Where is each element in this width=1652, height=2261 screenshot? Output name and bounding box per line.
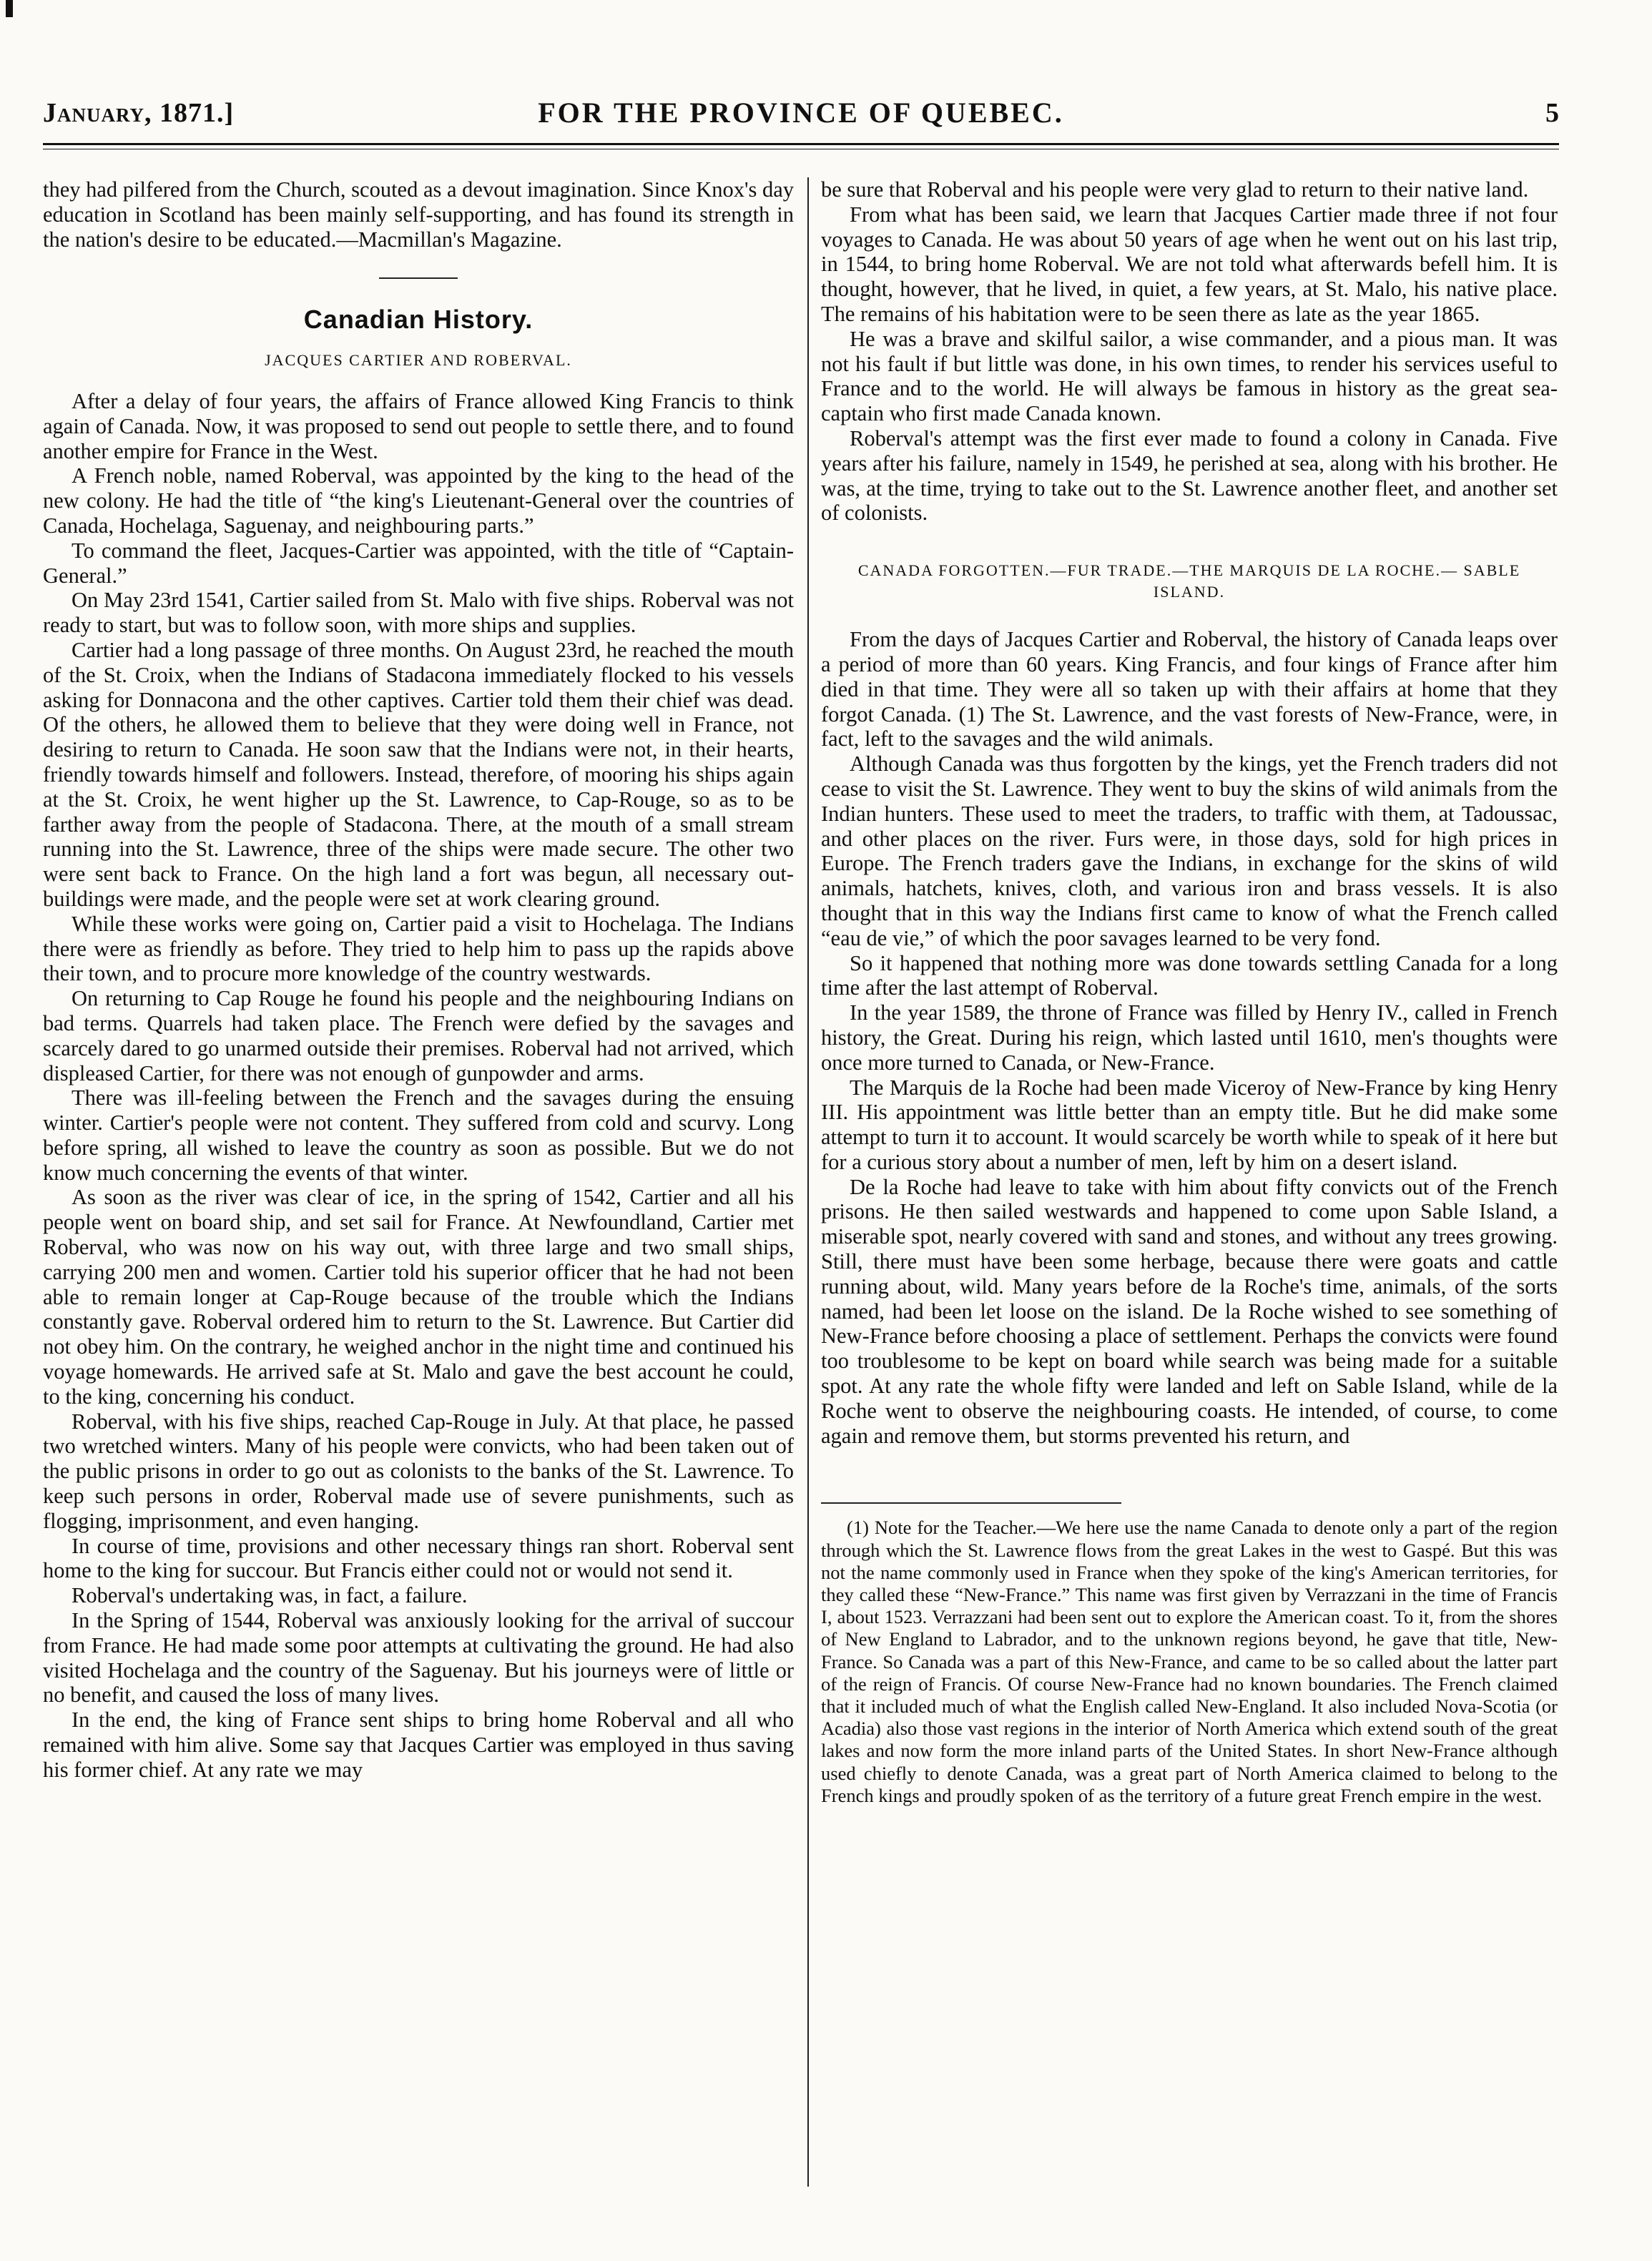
running-head [43, 92, 1559, 134]
paragraph: The Marquis de la Roche had been made Viceroy of New-France by king Henry III. His appointment was little better than an empty title. But he did make some attempt to turn it to account. It would scarcely be worth while to speak of it here but for a curious story about a number of men, left by him on a desert island. [821, 1075, 1558, 1174]
section-title: Canadian History. [303, 305, 534, 335]
section-separator [379, 277, 458, 279]
article-subhead: CANADA FORGOTTEN.—FUR TRADE.—THE MARQUIS DE LA ROCHE.— SABLE ISLAND. [857, 561, 1521, 601]
paragraph: De la Roche had leave to take with him about fifty convicts out of the French prisons. He then sailed westwards and happened to come upon Sable Island, a miserable spot, nearly covered with sand and stones, and without any trees growing. Still, there must have been some herbage, because there were goats and cattle running about, wild. Many years before de la Roche's time, animals, of the sorts named, had been let loose on the island. De la Roche wished to see something of New-France before choosing a place of settlement. Perhaps the convicts were found too troublesome to be kept on board while search was being made for a suitable spot. At any rate the whole fifty were landed and left on Sable Island, while de la Roche went to observe the neighbouring coasts. He intended, of course, to come again and remove them, but storms prevented his return, and [821, 1174, 1558, 1448]
paragraph: Roberval, with his five ships, reached Cap-Rouge in July. At that place, he passed two wretched winters. Many of his people were convicts, who had been taken out of the public prisons in order to go out as colonists to the banks of the St. Lawrence. To keep such persons in order, Roberval made use of severe punishments, such as flogging, imprisonment, and even hanging. [43, 1409, 794, 1533]
paragraph: In course of time, provisions and other necessary things ran short. Roberval sent home to the king for succour. But Francis either could not or would not send it. [43, 1533, 794, 1583]
journal-title: FOR THE PROVINCE OF QUEBEC. [538, 97, 1064, 129]
paragraph: He was a brave and skilful sailor, a wise commander, and a pious man. It was not his fault if but little was done, in his own times, to render his services useful to France and to the world. He will always be famous in history as the great sea-captain who first made Canada known. [821, 326, 1558, 426]
paragraph: So it happened that nothing more was done towards settling Canada for a long time after the last attempt of Roberval. [821, 950, 1558, 1000]
left-column [43, 177, 794, 1783]
paragraph: While these works were going on, Cartier paid a visit to Hochelaga. The Indians there were as friendly as before. They tried to help him to pass up the rapids above their town, and to procure more knowledge of the country westwards. [43, 911, 794, 986]
paragraph: Although Canada was thus forgotten by the kings, yet the French traders did not cease to visit the St. Lawrence. They went to buy the skins of wild animals from the Indian hunters. These used to meet the traders, to traffic with them, at Tadoussac, and other places on the river. Furs were, in those days, sold for high prices in Europe. The French traders gave the Indians, in exchange for the skins of wild animals, hatchets, knives, cloth, and various iron and brass vessels. It is also thought that in this way the Indians first came to know of what the French called “eau de vie,” of which the poor savages learned to be very fond. [821, 752, 1558, 950]
intro-paragraph: they had pilfered from the Church, scouted as a devout imagination. Since Knox's day education in Scotland has been mainly self-supporting, and has found its strength in the nation's desire to be educated.—Macmillan's Magazine. [43, 177, 794, 252]
footnote-rule [821, 1502, 1121, 1504]
paragraph: In the year 1589, the throne of France was filled by Henry IV., called in French history, the Great. During his reign, which lasted until 1610, men's thoughts were once more turned to Canada, or New-France. [821, 1000, 1558, 1075]
paragraph: From the days of Jacques Cartier and Roberval, the history of Canada leaps over a period of more than 60 years. King Francis, and four kings of France after him died in that time. They were all so taken up with their affairs at home that they forgot Canada. (1) The St. Lawrence, and the vast forests of New-France, were, in fact, left to the savages and the wild animals. [821, 627, 1558, 752]
column-divider [807, 177, 809, 2187]
footnote-text: (1) Note for the Teacher.—We here use the name Canada to denote only a part of the region through which the St. Lawrence flows from the great Lakes in the west to Gaspé. But this was not the name commonly used in France when they spoke of the king's American territories, for they called these “New-France.” This name was first given by Verrazzani in the time of Francis I, about 1523. Verrazzani had been sent out to explore the American coast. To it, from the shores of New England to Labrador, and to the unknown regions beyond, he gave that title, New-France. So Canada was a part of this New-France, and came to be so called about the latter part of the reign of Francis. Of course New-France had no known boundaries. The French claimed that it included much of what the English called New-England. It also included Nova-Scotia (or Acadia) also those vast regions in the interior of North America which extend south of the great lakes and now form the more inland parts of the United States. In short New-France although used chiefly to denote Canada, was a great part of North America claimed to belong to the French kings and proudly spoken of as the territory of a future great French empire in the west. [821, 1517, 1558, 1806]
issue-date: January, 1871.] [43, 98, 235, 128]
paragraph: Roberval's undertaking was, in fact, a failure. [72, 1583, 468, 1608]
paragraph: On May 23rd 1541, Cartier sailed from St. Malo with five ships. Roberval was not ready to start, but was to follow soon, with more ships and supplies. [43, 588, 794, 638]
paragraph: After a delay of four years, the affairs of France allowed King Francis to think again of Canada. Now, it was proposed to send out people to settle there, and to found another empire for France in the West. [43, 388, 794, 463]
paragraph: As soon as the river was clear of ice, in the spring of 1542, Cartier and all his people went on board ship, and set sail for France. At Newfoundland, Cartier met Roberval, who was now on his way out, with three large and two small ships, carrying 200 men and women. Cartier told his superior officer that he had not been able to remain longer at Cap-Rouge because of the trouble which the Indians constantly gave. Roberval ordered him to return to the St. Lawrence. But Cartier did not obey him. On the contrary, he weighed anchor in the night time and continued his voyage homewards. He arrived safe at St. Malo and gave the best account he could, to the king, concerning his conduct. [43, 1185, 794, 1409]
newspaper-page [43, 0, 1559, 2261]
printer-mark [6, 0, 13, 17]
paragraph: In the Spring of 1544, Roberval was anxiously looking for the arrival of succour from France. He had made some poor attempts at cultivating the ground. He had also visited Hochelaga and the country of the Saguenay. But his journeys were of little or no benefit, and caused the loss of many lives. [43, 1608, 794, 1708]
header-rule [43, 143, 1559, 145]
paragraph: Roberval's attempt was the first ever made to found a colony in Canada. Five years after his failure, namely in 1549, he perished at sea, along with his brother. He was, at the time, trying to take out to the St. Lawrence another fleet, and another set of colonists. [821, 425, 1558, 526]
paragraph: In the end, the king of France sent ships to bring home Roberval and all who remained with him alive. Some say that Jacques Cartier was employed in thus saving his former chief. At any rate we may [43, 1708, 794, 1782]
footnote [821, 1517, 1558, 1807]
right-column [821, 177, 1558, 1807]
page-number: 5 [1545, 98, 1559, 128]
paragraph: Cartier had a long passage of three months. On August 23rd, he reached the mouth of the St. Croix, when the Indians of Stadacona immediately flocked to his vessels asking for Donnacona and the other captives. Cartier told them their chief was dead. Of the others, he allowed them to believe that they were doing well in France, not desiring to return to Canada. He soon saw that the Indians were not, in their hearts, friendly towards himself and followers. Instead, therefore, of mooring his ships again at the St. Croix, he went higher up the St. Lawrence, to Cap-Rouge, so as to be farther away from the people of Stadacona. There, at the mouth of a small stream running into the St. Lawrence, three of the ships were made secure. The other two were sent back to France. On the high land a fort was begun, all necessary out-buildings were made, and the people were set at work clearing ground. [43, 637, 794, 911]
paragraph: A French noble, named Roberval, was appointed by the king to the head of the new colony. He had the title of “the king's Lieutenant-General over the countries of Canada, Hochelaga, Saguenay, and neighbouring parts.” [43, 463, 794, 538]
article-subhead: JACQUES CARTIER AND ROBERVAL. [265, 351, 572, 370]
paragraph: be sure that Roberval and his people were very glad to return to their native land. [821, 177, 1529, 202]
paragraph: There was ill-feeling between the French and the savages during the ensuing winter. Cartier's people were not content. They suffered from cold and scurvy. Long before spring, all wished to leave the country as soon as possible. But we do not know much concerning the events of that winter. [43, 1085, 794, 1185]
paragraph: From what has been said, we learn that Jacques Cartier made three if not four voyages to Canada. He was about 50 years of age when he went out on his last trip, in 1544, to bring home Roberval. We are not told what afterwards befell him. It is thought, however, that he lived, in quiet, a few years, at St. Malo, his native place. The remains of his habitation were to be seen there as late as the year 1865. [821, 202, 1558, 326]
paragraph: To command the fleet, Jacques-Cartier was appointed, with the title of “Captain-General.” [43, 538, 794, 588]
paragraph: On returning to Cap Rouge he found his people and the neighbouring Indians on bad terms. Quarrels had taken place. The French were defied by the savages and scarcely dared to go unarmed outside their premises. Roberval had not arrived, which displeased Cartier, for there was not enough of gunpowder and arms. [43, 986, 794, 1085]
